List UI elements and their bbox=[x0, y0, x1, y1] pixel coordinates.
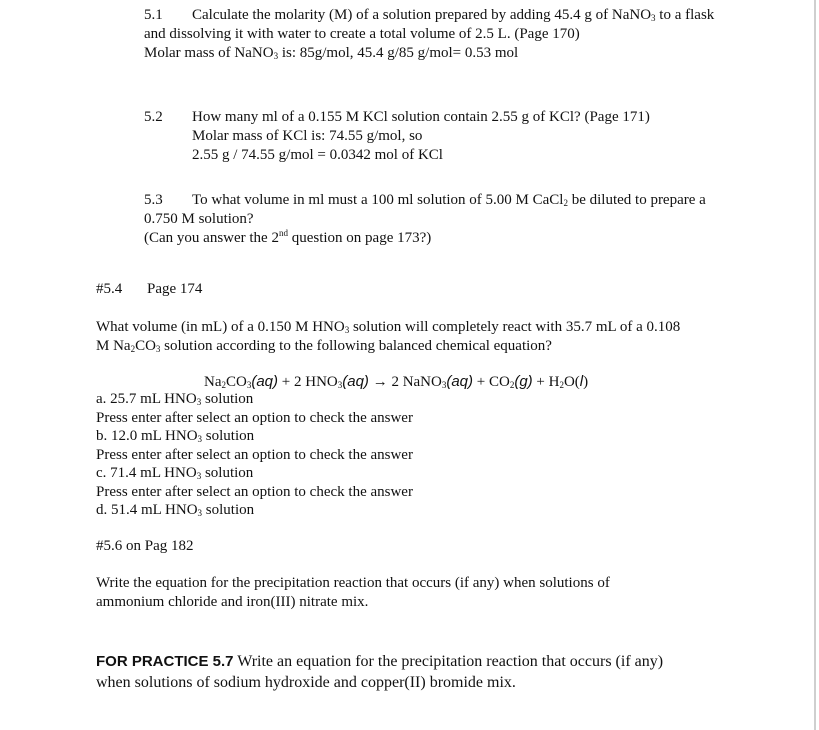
question-5-1 bbox=[144, 6, 714, 63]
option-d[interactable]: d. 51.4 mL $HNO_3$ solution bbox=[96, 502, 255, 518]
option-hint: Press enter after select an option to check the answer bbox=[96, 483, 413, 500]
practice-line2: when solutions of sodium hydroxide and copper(II) bromide mix. bbox=[96, 674, 516, 691]
option-c[interactable]: c. 71.4 mL $HNO_3$ solution bbox=[96, 465, 254, 481]
q51-line3: Molar mass of NaNO$_3$ is: 85g/mol, 45.4 g/85 g/mol= 0.53 mol bbox=[144, 45, 519, 61]
question-5-6-header: #5.6 on Pag 182 bbox=[96, 538, 194, 554]
option-a[interactable]: a. 25.7 mL $HNO_3$ solution bbox=[96, 391, 254, 407]
q56-line1: Write the equation for the precipitation reaction that occurs (if any) when solutions of bbox=[96, 575, 610, 591]
q51-line1: 5.1 Calculate the molarity (M) of a solution prepared by adding 45.4 g of NaNO$_3$ to a flask bbox=[144, 7, 715, 23]
question-5-4-header bbox=[96, 280, 202, 299]
page-edge-divider bbox=[814, 0, 816, 730]
practice-5-7 bbox=[96, 651, 663, 693]
practice-label: FOR PRACTICE 5.7 bbox=[96, 653, 234, 670]
q53-line2: 0.750 M solution? bbox=[144, 211, 254, 227]
q52-line1: 5.2 How many ml of a 0.155 M KCl solution contain 2.55 g of KCl? (Page 171) bbox=[144, 109, 650, 125]
q54-prompt-line1: What volume (in mL) of a 0.150 M $HNO_3$ solution will completely react with 35.7 mL of a 0.108 bbox=[96, 319, 681, 335]
q51-line2: and dissolving it with water to create a total volume of 2.5 L. (Page 170) bbox=[144, 26, 580, 42]
answer-options bbox=[96, 390, 413, 520]
q56-line2: ammonium chloride and iron(III) nitrate mix. bbox=[96, 594, 369, 610]
option-hint: Press enter after select an option to check the answer bbox=[96, 409, 413, 426]
q52-line3: 2.55 g / 74.55 g/mol = 0.0342 mol of KCl bbox=[192, 147, 443, 163]
q54-page: Page 174 bbox=[147, 281, 203, 297]
question-5-4-prompt bbox=[96, 318, 680, 356]
balanced-equation: $Na_2CO_3(aq) + 2$ $HNO_3(aq) \to 2$ NaNO$_3$(aq) + $CO_2(g) + H_2O(l)$ bbox=[204, 373, 589, 390]
q52-line2: Molar mass of KCl is: 74.55 g/mol, so bbox=[192, 128, 423, 144]
q54-prompt-line2: M $Na_2CO_3$ solution according to the following balanced chemical equation? bbox=[96, 338, 552, 354]
q53-line3: (Can you answer the 2nd question on page 173?) bbox=[144, 228, 432, 246]
question-5-3 bbox=[144, 191, 706, 248]
practice-line1: FOR PRACTICE 5.7 Write an equation for the precipitation reaction that occurs (if any) bbox=[96, 653, 664, 670]
q54-number: #5.4 bbox=[96, 281, 123, 297]
option-b[interactable]: b. 12.0 mL $HNO_3$ solution bbox=[96, 428, 255, 444]
question-5-2 bbox=[144, 108, 650, 165]
question-5-6-prompt bbox=[96, 574, 610, 612]
option-hint: Press enter after select an option to check the answer bbox=[96, 446, 413, 463]
q53-line1: 5.3 To what volume in ml must a 100 ml solution of 5.00 M CaCl$_2$ be diluted to prepare a bbox=[144, 192, 706, 208]
